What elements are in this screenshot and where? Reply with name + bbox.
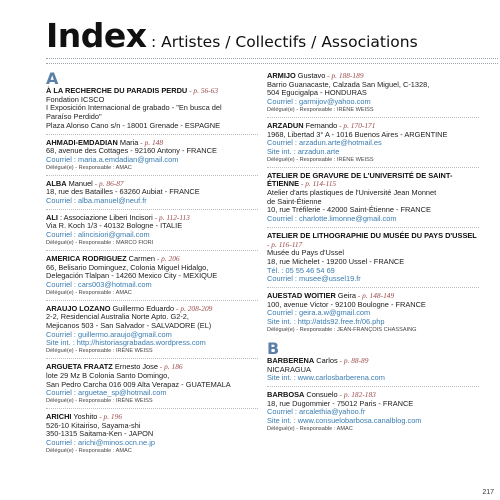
entry-name: AMERICA RODRIGUEZ <box>46 253 127 263</box>
entry-delegate: Délégué(e) - Responsable : IRÈNE WEISS <box>46 348 153 355</box>
entry-name: À LA RECHERCHE DU PARADIS PERDU <box>46 86 188 95</box>
entry-contact[interactable]: Courriel : alincisiori@gmail.com <box>46 230 150 240</box>
entry-divider <box>267 386 479 387</box>
entry-list <box>267 72 479 334</box>
entry-page-ref: - p. 170-171 <box>337 120 376 130</box>
entry-address-line: 2-2, Residencial Australia Norte Apto. G2-2, <box>46 312 189 322</box>
entry-contact[interactable]: Courriel : garmijov@yahoo.com <box>267 97 371 107</box>
entry-firstname: : Associazione Liberi Incisori <box>57 212 153 222</box>
entry-contact[interactable]: Courriel : arichi@minos.ocn.ne.jp <box>46 438 155 448</box>
entry-divider <box>267 167 479 168</box>
entry-address-line: Via R. Koch 1/3 - 40132 Bologne - ITALIE <box>46 221 183 231</box>
entry-firstname: Yoshito <box>71 411 98 421</box>
entry-address-line: Plaza Alonso Cano s/n - 18001 Grenade - ESPAGNE <box>46 120 221 130</box>
entry-name: ALBA <box>46 178 67 188</box>
entry-delegate: Délégué(e) - Responsable : AMAC <box>267 425 353 432</box>
entry-contact[interactable]: Courriel : arcalethia@yahoo.fr <box>267 407 366 417</box>
entry-address-line: 1968, Libertad 3° A - 1016 Buenos Aires - ARGENTINE <box>267 129 448 139</box>
index-entry <box>46 363 258 405</box>
entry-firstname: Geira <box>335 291 356 301</box>
entry-firstname: Consuelo <box>304 389 338 399</box>
entry-delegate: Délégué(e) - Responsable : IRÈNE WEISS <box>267 106 374 113</box>
entry-divider <box>267 117 479 118</box>
entry-address-line: 18, rue Dugommier - 75012 Paris - FRANCE <box>267 398 414 408</box>
entry-delegate: Délégué(e) - Responsable : IRÈNE WEISS <box>267 156 374 163</box>
entry-page-ref: - p. 182-183 <box>337 389 376 399</box>
index-entry <box>46 214 258 247</box>
entry-page-ref: - p. 148-149 <box>355 291 395 301</box>
entry-divider <box>267 227 479 228</box>
entry-name: ARMIJO <box>267 71 296 80</box>
entry-page-ref: - p. 196 <box>97 411 123 421</box>
index-entry <box>267 232 479 284</box>
entry-firstname: Ernesto Jose <box>112 362 158 372</box>
index-entry <box>46 413 258 455</box>
index-entry <box>267 391 479 433</box>
entry-contact[interactable]: Site int. : http://atds92.free.fr/06.php <box>267 317 385 327</box>
section-letter-a: A <box>46 69 59 88</box>
entry-divider <box>46 134 258 135</box>
header-rule <box>46 58 498 59</box>
entry-address-line: 504 Egucigalpa - HONDURAS <box>267 88 367 98</box>
left-column <box>46 69 258 456</box>
entry-heading <box>267 232 479 249</box>
entry-delegate: Délégué(e) - Responsable : JEAN-FRANÇOIS CHASSAING <box>267 326 417 333</box>
entry-firstname: Manuel <box>66 178 93 188</box>
index-entry <box>46 139 258 172</box>
index-entry <box>46 305 258 356</box>
entry-contact[interactable]: Courriel : cars003@hotmail.com <box>46 279 152 289</box>
entry-address-line: Barrio Guanacaste, Calzada San Miguel, C-1328, <box>267 79 430 89</box>
entry-list <box>267 357 479 433</box>
index-entry <box>267 122 479 164</box>
index-entry <box>267 72 479 114</box>
entry-delegate: Délégué(e) - Responsable : MARCO FIORI <box>46 239 154 246</box>
entry-divider <box>46 408 258 409</box>
entry-name: AHMADI-EMDADIAN <box>46 137 118 147</box>
index-entry <box>267 357 479 383</box>
entry-name: ARZADUN <box>267 120 304 130</box>
page-number: 217 <box>482 489 494 496</box>
entry-contact[interactable]: Site int. : http://historiasgrabadas.wordpress.com <box>46 338 206 348</box>
entry-firstname: Carmen <box>126 253 155 263</box>
entry-address-line: Fondation ICSCO <box>46 94 105 104</box>
entry-divider <box>46 358 258 359</box>
entry-page-ref: - p. 188-189 <box>325 71 364 80</box>
entry-list <box>46 87 258 455</box>
entry-divider <box>46 300 258 301</box>
entry-page-ref: - p. 86-87 <box>92 178 124 188</box>
entry-page-ref: - p. 56-63 <box>187 86 219 95</box>
entry-firstname: Guillermo Eduardo <box>110 303 175 313</box>
entry-contact[interactable]: Courriel : musee@ussel19.fr <box>267 274 361 284</box>
entry-firstname: Fernando <box>303 120 338 130</box>
entry-page-ref: - p. 208-209 <box>174 303 213 313</box>
entry-page-ref: - p. 148 <box>138 137 164 147</box>
entry-address-line: NICARAGUA <box>267 364 311 374</box>
entry-name: ARICHI <box>46 411 72 421</box>
entry-address-line: lote 29 Mz B Colonia Santo Domingo, <box>46 370 170 380</box>
entry-contact[interactable]: Courriel : guillermo.araujo@gmail.com <box>46 329 172 339</box>
entry-address-line: San Pedro Carcha 016 009 Alta Verapaz - GUATEMALA <box>46 379 231 389</box>
index-entry <box>267 292 479 334</box>
entry-page-ref: - p. 114-115 <box>299 179 337 189</box>
entry-address-line: 68, avenue des Cottages - 92160 Antony - FRANCE <box>46 146 217 156</box>
entry-divider <box>46 209 258 210</box>
entry-address-line: I Exposición Internacional de grabado - "En busca del <box>46 103 222 113</box>
entry-contact[interactable]: Courriel : geira.a.w@gmail.com <box>267 308 371 318</box>
entry-contact[interactable]: Courriel : arzadun.arte@hotmail.es <box>267 138 382 148</box>
entry-page-ref: - p. 206 <box>154 253 180 263</box>
entry-address-line: Mejicanos 503 - San Salvador - SALVADORE (EL) <box>46 321 212 331</box>
index-entry <box>46 87 258 131</box>
entry-name: ATELIER DE GRAVURE DE L'UNIVERSITÉ DE SAINT-ÉTIENNE <box>267 170 453 189</box>
entry-contact[interactable]: Courriel : charlotte.limonne@gmail.com <box>267 214 397 224</box>
entry-contact[interactable]: Site int. : www.consuelobarbosa.canalblog.com <box>267 416 422 426</box>
entry-address-line: 10, rue Tréfilerie - 42000 Saint-Étienne - FRANCE <box>267 205 431 215</box>
entry-address-line: Paraíso Perdido" <box>46 112 102 122</box>
entry-delegate: Délégué(e) - Responsable : IRÈNE WEISS <box>46 397 153 404</box>
entry-address-line: 18, rue Michelet - 19200 Ussel - FRANCE <box>267 256 405 266</box>
entry-address-line: 100, avenue Victor - 92100 Boulogne - FRANCE <box>267 299 426 309</box>
entry-delegate: Délégué(e) - Responsable : AMAC <box>46 164 132 171</box>
entry-contact[interactable]: Courriel : maria.a.emdadian@gmail.com <box>46 154 179 164</box>
page-title: Index <box>46 16 147 55</box>
entry-address-line: Musée du Pays d'Ussel <box>267 248 344 258</box>
entry-address-line: 18, rue des Batailles - 63260 Aubiat - FRANCE <box>46 187 200 197</box>
entry-contact[interactable]: Site int. : www.carlosbarberena.com <box>267 373 385 383</box>
entry-name: ATELIER DE LITHOGRAPHIE DU MUSÉE DU PAYS D'USSEL <box>267 230 477 240</box>
entry-name: ALI <box>46 212 58 222</box>
index-entry <box>46 255 258 297</box>
entry-address-line: Delegación Tlalpan - 14260 Mexico City - MEXIQUE <box>46 271 218 281</box>
entry-divider <box>46 250 258 251</box>
entry-delegate: Délégué(e) - Responsable : AMAC <box>46 289 132 296</box>
entry-name: ARGUETA FRAATZ <box>46 362 113 372</box>
entry-divider <box>46 175 258 176</box>
entry-divider <box>267 287 479 288</box>
entry-firstname: Carlos <box>314 355 338 365</box>
entry-address-line: 350-1315 Saitama-Ken - JAPON <box>46 429 154 439</box>
index-entry <box>46 180 258 206</box>
entry-heading <box>267 172 479 189</box>
entry-contact[interactable]: Courriel : alba.manuel@neuf.fr <box>46 196 147 206</box>
entry-name: ARAUJO LOZANO <box>46 303 111 313</box>
entry-address-line: Atelier d'arts plastiques de l'Université Jean Monnet <box>267 188 437 198</box>
entry-contact[interactable]: Tél. : 05 55 46 54 69 <box>267 265 335 275</box>
entry-page-ref: - p. 186 <box>157 362 183 372</box>
index-entry <box>267 172 479 224</box>
entry-name: BARBOSA <box>267 389 305 399</box>
entry-page-ref: - p. 112-113 <box>152 212 190 222</box>
entry-page-ref: - p. 88-89 <box>337 355 369 365</box>
entry-name: BARBERENA <box>267 355 315 365</box>
page-header <box>46 16 418 55</box>
right-column <box>267 72 479 434</box>
section-letter-b: B <box>267 338 280 358</box>
page-subtitle: : Artistes / Collectifs / Associations <box>151 33 418 51</box>
entry-name: AUESTAD WOITIER <box>267 291 336 301</box>
entry-delegate: Délégué(e) - Responsable : AMAC <box>46 447 132 454</box>
entry-contact[interactable]: Courriel : arguetae_sp@hotmail.com <box>46 388 167 398</box>
entry-firstname: Maria <box>117 137 139 147</box>
entry-contact[interactable]: Site int. : arzadun.arte <box>267 146 340 156</box>
entry-firstname: Gustavo <box>295 71 326 80</box>
header-rule-2 <box>46 63 498 64</box>
entry-address-line: de Saint-Étienne <box>267 196 322 206</box>
entry-address-line: 66, Belisario Dominguez, Colonia Miguel Hidalgo, <box>46 262 209 272</box>
entry-page-ref: - p. 116-117 <box>267 239 303 249</box>
entry-address-line: 526-10 Kitairiso, Sayama-shi <box>46 420 141 430</box>
